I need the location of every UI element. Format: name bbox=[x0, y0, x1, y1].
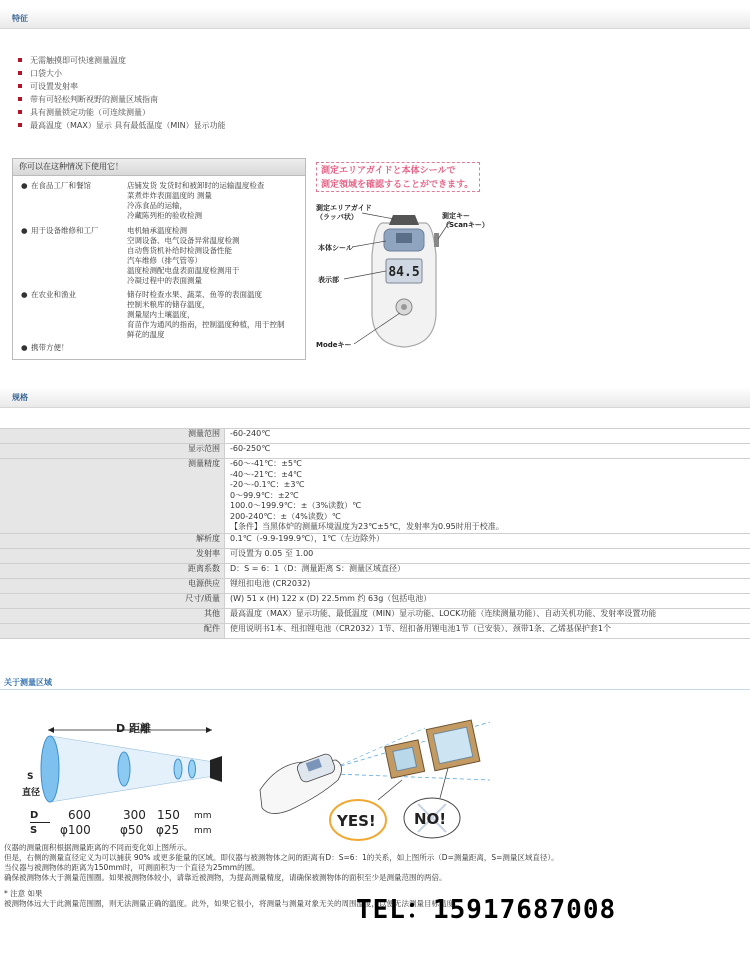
table-row bbox=[0, 444, 750, 459]
guide-label-sub: （ラッパ状） bbox=[316, 213, 358, 221]
spec-line: D：S = 6：1（D：测量距离 S：测量区域直径） bbox=[230, 563, 405, 573]
spec-key: 解析度 bbox=[0, 533, 225, 548]
specs-title: 规格 bbox=[12, 393, 28, 402]
table-row bbox=[0, 593, 750, 608]
spec-line: -60-250℃ bbox=[230, 444, 271, 453]
usage-item: 冷藏陈列柜的验收检测 bbox=[127, 211, 202, 220]
diameter-label: S bbox=[27, 772, 34, 782]
d-value: 600 bbox=[68, 808, 91, 822]
guide-note-line: 測定領域を確認することができます。 bbox=[321, 180, 474, 190]
arrow-head bbox=[206, 727, 212, 733]
spec-line: 0.1℃（-9.9-199.9℃），1℃（左边除外） bbox=[230, 533, 385, 543]
bullet: ● bbox=[21, 290, 28, 299]
table-row bbox=[0, 578, 750, 593]
ratio-bar bbox=[30, 822, 50, 823]
display-label: 表示部 bbox=[318, 276, 339, 284]
spec-value bbox=[225, 578, 750, 593]
usage-item: 温度检测配电盘表面温度检测用于 bbox=[127, 266, 240, 275]
unit-label: mm bbox=[194, 811, 212, 821]
feature-item: 口袋大小 bbox=[18, 67, 226, 80]
table-row bbox=[0, 563, 750, 578]
spec-value bbox=[225, 548, 750, 563]
contact-telephone: TEL：15917687008 bbox=[356, 895, 617, 925]
scan-key-icon bbox=[434, 233, 439, 247]
spec-line: 锂纽扣电池 (CR2032) bbox=[230, 578, 311, 588]
usage-item: 控制米粮库的储存温度， bbox=[127, 300, 210, 309]
guide-label-text: 測定エリアガイド bbox=[316, 204, 372, 212]
bullet: ● bbox=[21, 343, 28, 352]
note-line: 当仪器与被测物体的距离为150mm时，可测面积为一个直径为25mm的圆。 bbox=[4, 863, 260, 872]
spec-value bbox=[225, 563, 750, 578]
spec-key: 测量范围 bbox=[0, 429, 225, 444]
zone-title: 关于测量区域 bbox=[4, 678, 52, 687]
yes-label: YES! bbox=[337, 812, 376, 830]
spec-value bbox=[225, 444, 750, 459]
usage-item: 测量屋内土壤温度， bbox=[127, 310, 195, 319]
guide-note-line: 測定エリアガイドと本体シールで bbox=[321, 166, 456, 176]
usage-header: 你可以在这种情况下使用它！ bbox=[13, 159, 305, 176]
callout-line bbox=[378, 780, 402, 800]
specs-section-bar bbox=[0, 387, 750, 408]
spec-key: 显示范围 bbox=[0, 444, 225, 459]
spec-key: 电源供应 bbox=[0, 578, 225, 593]
spec-value bbox=[225, 608, 750, 623]
spec-key: 配件 bbox=[0, 623, 225, 638]
usage-item: 储存时检查水果、蔬菜、鱼等的表面温度 bbox=[127, 290, 262, 299]
table-row bbox=[0, 533, 750, 548]
usage-category: 在农业和渔业 bbox=[31, 290, 76, 299]
usage-item: 鲜花的温度 bbox=[127, 330, 165, 339]
note-line: 但是，右侧的测量直径定义为可以捕获 90% 或更多能量的区域。即仪器与被测物体之间的距离有D：S=6：1的关系，如上图所示（D=测量距离，S=测量区域直径）。 bbox=[4, 853, 559, 862]
usage-item: 育苗作为通风的指南，控制温度种植，用于控制 bbox=[127, 320, 285, 329]
feature-item: 无需触摸即可快速测量温度 bbox=[18, 54, 226, 67]
usage-category: 携带方便！ bbox=[31, 343, 69, 352]
table-row bbox=[0, 623, 750, 638]
spec-line: -60-240℃ bbox=[230, 429, 271, 438]
spec-line: -20～-0.1℃：±3℃ bbox=[230, 480, 305, 489]
bullet: ● bbox=[21, 226, 28, 235]
zone-divider bbox=[0, 689, 750, 690]
spec-line: -40～-21℃：±4℃ bbox=[230, 469, 302, 479]
beam-line bbox=[334, 774, 490, 780]
spec-line: (W) 51 x (H) 122 x (D) 22.5mm 约 63g（包括电池） bbox=[230, 593, 432, 603]
feature-item: 可设置发射率 bbox=[18, 80, 226, 93]
callout-line bbox=[440, 768, 448, 798]
s-value: φ50 bbox=[120, 823, 144, 837]
scan-label bbox=[442, 212, 489, 230]
spec-line: 200-240℃：±（4%读数）℃ bbox=[230, 511, 341, 521]
spec-key: 发射率 bbox=[0, 548, 225, 563]
usage-item: 电机轴承温度检测 bbox=[127, 226, 187, 235]
d-value: 300 bbox=[123, 808, 146, 822]
d-value: 150 bbox=[157, 808, 180, 822]
note-line: 仪器的测量面积根据测量距离的不同而变化如上图所示。 bbox=[4, 843, 192, 852]
s-value: φ25 bbox=[156, 823, 180, 837]
note-line: 被测物体远大于此测量范围圈，则无法测量正确的温度。此外，如果它很小，将测量与测量对象无关的周围温度，以便无法测量目标温度。 bbox=[4, 899, 462, 908]
spot-ellipse-150-b bbox=[189, 760, 196, 778]
guide-note-box bbox=[316, 162, 480, 192]
feature-item: 具有测量锁定功能（可连续测量） bbox=[18, 106, 226, 119]
spec-key: 距离系数 bbox=[0, 563, 225, 578]
spec-line: 100.0～199.9℃：±（3%读数）℃ bbox=[230, 501, 362, 510]
d-row-label: D bbox=[30, 810, 39, 821]
spec-value bbox=[225, 533, 750, 548]
guide-trumpet-icon bbox=[389, 215, 419, 225]
spec-value bbox=[225, 593, 750, 608]
feature-item: 带有可轻松判断视野的测量区域指南 bbox=[18, 93, 226, 106]
spec-line: -60～-41℃：±5℃ bbox=[230, 459, 302, 468]
spec-value bbox=[225, 429, 750, 444]
spec-line: 最高温度（MAX）显示功能、最低温度（MIN）显示功能、LOCK功能（连续测量功能）、自动关机功能、发射率设置功能 bbox=[230, 608, 657, 618]
spec-key: 其他 bbox=[0, 608, 225, 623]
features-list bbox=[18, 54, 226, 132]
spec-line: 可设置为 0.05 至 1.00 bbox=[230, 548, 314, 558]
usage-item: 冷冻食品的运输， bbox=[127, 201, 187, 210]
feature-item: 最高温度（MAX）显示 具有最低温度（MIN）显示功能 bbox=[18, 119, 226, 132]
features-title: 特征 bbox=[12, 14, 28, 23]
seal-marking bbox=[396, 233, 412, 243]
scan-label-sub: （Scanキー） bbox=[442, 221, 489, 229]
spec-value bbox=[225, 623, 750, 638]
diameter-sub-label: 直径 bbox=[22, 788, 41, 798]
sensor-head-icon bbox=[210, 756, 222, 782]
spec-key: 尺寸/质量 bbox=[0, 593, 225, 608]
spot-ellipse-150-a bbox=[174, 759, 182, 779]
table-row bbox=[0, 548, 750, 563]
mode-key-dot bbox=[401, 304, 407, 310]
table-row bbox=[0, 429, 750, 444]
s-row-label: S bbox=[30, 825, 38, 836]
seal-label: 本体シール bbox=[318, 244, 353, 252]
display-reading: 84.5 bbox=[388, 265, 420, 280]
usage-item: 空调设备、电气设备异常温度检测 bbox=[127, 236, 240, 245]
no-label: NO! bbox=[414, 810, 447, 828]
usage-item: 冷凝过程中的表面测量 bbox=[127, 276, 202, 285]
s-value: φ100 bbox=[60, 823, 91, 837]
bullet: ● bbox=[21, 181, 28, 190]
note-line: * 注意 如果 bbox=[4, 889, 43, 898]
spec-key: 测量精度 bbox=[0, 459, 225, 534]
table-row bbox=[0, 459, 750, 534]
usage-item: 店铺发货 发货时和被卸时的运输温度检查 bbox=[127, 181, 265, 190]
usage-category: 在食品工厂和餐馆 bbox=[31, 181, 91, 190]
note-line: 确保被测物体大于测量范围圈。如果被测物体较小，请靠近被测物，为提高测量精度，请确保被测物体的面积至少是测量范围的两倍。 bbox=[4, 873, 447, 882]
small-target-surface bbox=[393, 747, 417, 771]
usage-item: 汽车维修（排气管等） bbox=[127, 256, 202, 265]
spec-value bbox=[225, 459, 750, 534]
usage-box bbox=[12, 158, 306, 360]
spec-line: 0～99.9℃：±2℃ bbox=[230, 490, 299, 500]
spot-ellipse-600 bbox=[41, 736, 59, 802]
mode-label: Modeキー bbox=[316, 341, 352, 349]
spec-table bbox=[0, 428, 750, 639]
guide-label bbox=[316, 204, 372, 222]
spot-ellipse-300 bbox=[118, 752, 130, 786]
distance-label: D 距離 bbox=[116, 722, 151, 735]
usage-item: 自动售货机补给时检测设备性能 bbox=[127, 246, 232, 255]
features-section-bar bbox=[0, 8, 750, 29]
unit-label: mm bbox=[194, 826, 212, 836]
table-row bbox=[0, 608, 750, 623]
usage-item: 菜煮炸炸表面温度的 测量 bbox=[127, 191, 212, 200]
arrow-head bbox=[48, 727, 54, 733]
usage-category: 用于设备维修和工厂 bbox=[31, 226, 99, 235]
scan-label-text: 測定キー bbox=[442, 212, 470, 220]
large-target-surface bbox=[433, 727, 472, 763]
spec-line: 使用说明书1本、纽扣锂电池（CR2032）1节、纽扣备用锂电池1节（已安装）、颈带1条、乙烯基保护套1个 bbox=[230, 623, 611, 633]
spec-line: 【条件】当黑体炉的测量环境温度为23℃±5℃，发射率为0.95时用于校准。 bbox=[230, 522, 504, 531]
